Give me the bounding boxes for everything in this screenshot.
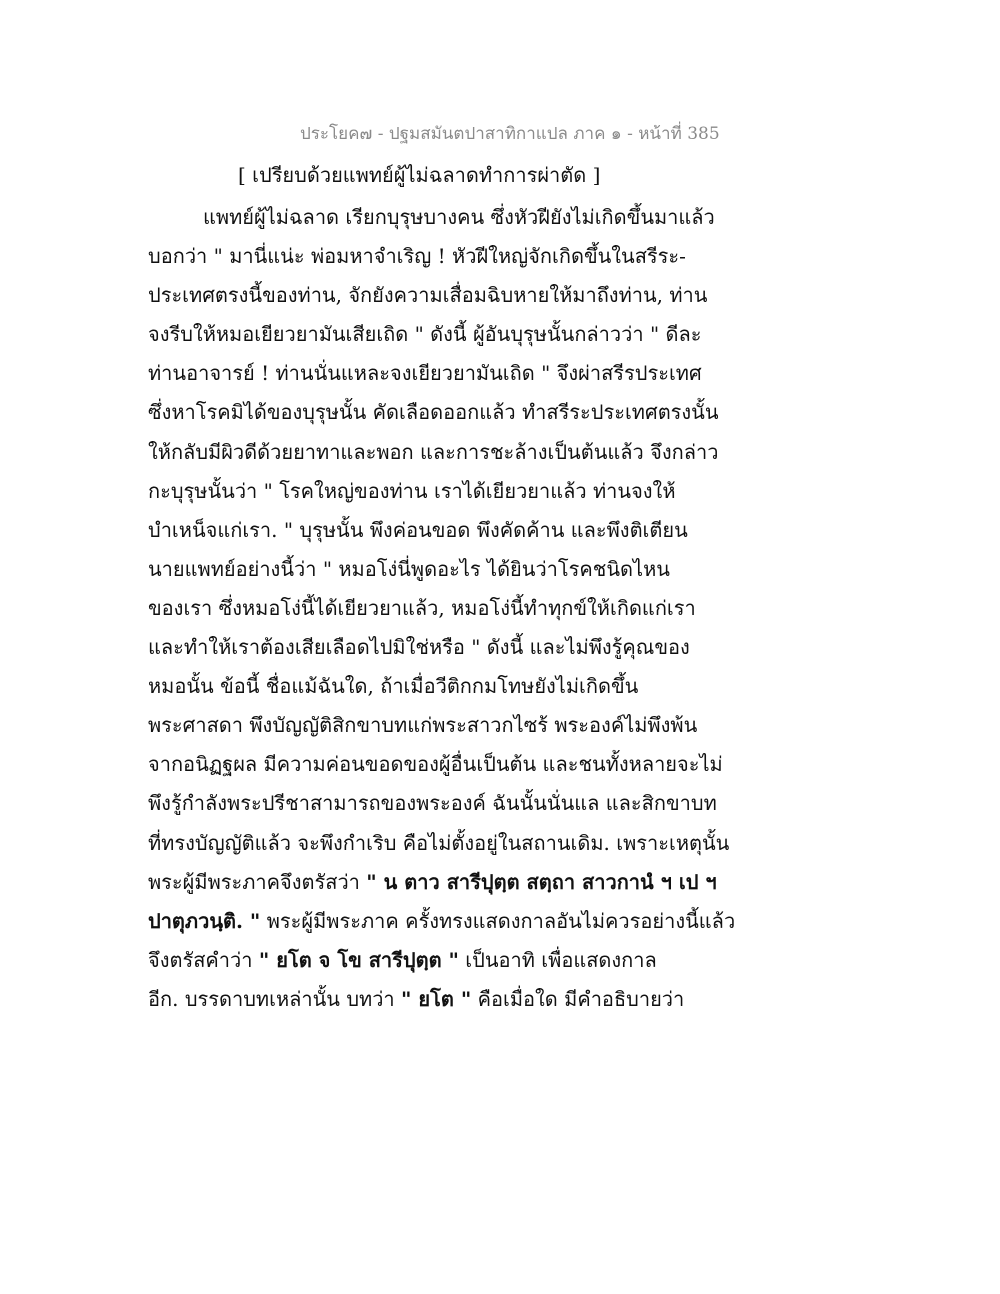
body-line	[148, 706, 748, 745]
line-text: พระผู้มีพระภาค ครั้งทรงแสดงกาลอันไม่ควรอย่างนี้แล้ว	[260, 908, 736, 933]
line-text: จงรีบให้หมอเยียวยามันเสียเถิด " ดังนี้ ผู้อันบุรุษนั้นกล่าวว่า " ดีละ	[148, 322, 702, 347]
body-line	[148, 393, 748, 432]
line-text: ที่ทรงบัญญัติแล้ว จะพึงกำเริบ คือไม่ตั้งอยู่ในสถานเดิม. เพราะเหตุนั้น	[148, 830, 730, 855]
body-text	[148, 198, 748, 1019]
body-line	[148, 315, 748, 354]
line-text: ให้กลับมีผิวดีด้วยยาทาและพอก และการชะล้างเป็นต้นแล้ว จึงกล่าว	[148, 439, 719, 464]
body-line	[148, 354, 748, 393]
line-text: ซึ่งหาโรคมิได้ของบุรุษนั้น คัดเลือดออกแล้ว ทำสรีระประเทศตรงนั้น	[148, 400, 719, 425]
line-text: คือเมื่อใด มีคำอธิบายว่า	[471, 986, 685, 1011]
body-line	[148, 550, 748, 589]
line-text: จากอนิฏฐผล มีความค่อนขอดของผู้อื่นเป็นต้น และชนทั้งหลายจะไม่	[148, 752, 723, 777]
body-line	[148, 511, 748, 550]
body-line	[148, 824, 748, 863]
pali-quote: " ยโต "	[401, 986, 472, 1011]
section-title: [ เปรียบด้วยแพทย์ผู้ไม่ฉลาดทำการผ่าตัด ]	[238, 163, 601, 187]
pali-quote: " น ตาว สารีปุตฺต สตฺถา สาวกานํ ฯ เป ฯ	[366, 869, 717, 894]
page-header: ประโยค๗ - ปฐมสมันตปาสาทิกาแปล ภาค ๑ - หน้าที่ 385	[300, 124, 720, 144]
line-text: พึงรู้กำลังพระปรีชาสามารถของพระองค์ ฉันนั้นนั่นแล และสิกขาบท	[148, 791, 717, 816]
body-line	[148, 667, 748, 706]
body-line	[148, 863, 748, 902]
body-line	[148, 628, 748, 667]
line-text: พระผู้มีพระภาคจึงตรัสว่า	[148, 869, 367, 894]
line-text: นายแพทย์อย่างนี้ว่า " หมอโง่นี่พูดอะไร ได้ยินว่าโรคชนิดไหน	[148, 556, 670, 581]
line-text: จึงตรัสคำว่า	[148, 947, 259, 972]
pali-quote: ปาตุภวนฺติ. "	[148, 908, 261, 933]
line-text: บำเหน็จแก่เรา. " บุรุษนั้น พึงค่อนขอด พึงคัดค้าน และพึงติเตียน	[148, 517, 688, 542]
body-line	[148, 784, 748, 823]
line-text: และทำให้เราต้องเสียเลือดไปมิใช่หรือ " ดังนี้ และไม่พึงรู้คุณของ	[148, 635, 690, 660]
body-line	[148, 745, 748, 784]
line-text: ของเรา ซึ่งหมอโง่นี้ได้เยียวยาแล้ว, หมอโง่นี้ทำทุกข์ให้เกิดแก่เรา	[148, 595, 696, 620]
line-text: ประเทศตรงนี้ของท่าน, จักยังความเสื่อมฉิบหายให้มาถึงท่าน, ท่าน	[148, 283, 708, 308]
line-text: เป็นอาทิ เพื่อแสดงกาล	[458, 947, 657, 972]
line-text: แพทย์ผู้ไม่ฉลาด เรียกบุรุษบางคน ซึ่งหัวฝียังไม่เกิดขึ้นมาแล้ว	[203, 205, 715, 229]
line-text: อีก. บรรดาบทเหล่านั้น บทว่า	[148, 986, 402, 1011]
body-line	[148, 941, 748, 980]
line-text: ท่านอาจารย์ ! ท่านนั่นแหละจงเยียวยามันเถิด " จึงผ่าสรีรประเทศ	[148, 361, 702, 386]
body-line	[148, 237, 748, 276]
body-line	[148, 980, 748, 1019]
body-line	[148, 276, 748, 315]
line-text: กะบุรุษนั้นว่า " โรคใหญ่ของท่าน เราได้เยียวยาแล้ว ท่านจงให้	[148, 478, 676, 503]
body-line	[148, 198, 748, 237]
body-line	[148, 433, 748, 472]
pali-quote: " ยโต จ โข สารีปุตฺต "	[258, 947, 459, 972]
line-text: หมอนั้น ข้อนี้ ชื่อแม้ฉันใด, ถ้าเมื่อวีติกกมโทษยังไม่เกิดขึ้น	[148, 674, 639, 699]
body-line	[148, 472, 748, 511]
body-line	[148, 589, 748, 628]
line-text: พระศาสดา พึงบัญญัติสิกขาบทแก่พระสาวกไซร้ พระองค์ไม่พึงพ้น	[148, 713, 698, 738]
line-text: บอกว่า " มานี่แน่ะ พ่อมหาจำเริญ ! หัวฝีใหญ่จักเกิดขึ้นในสรีระ-	[148, 244, 686, 269]
body-line	[148, 902, 748, 941]
